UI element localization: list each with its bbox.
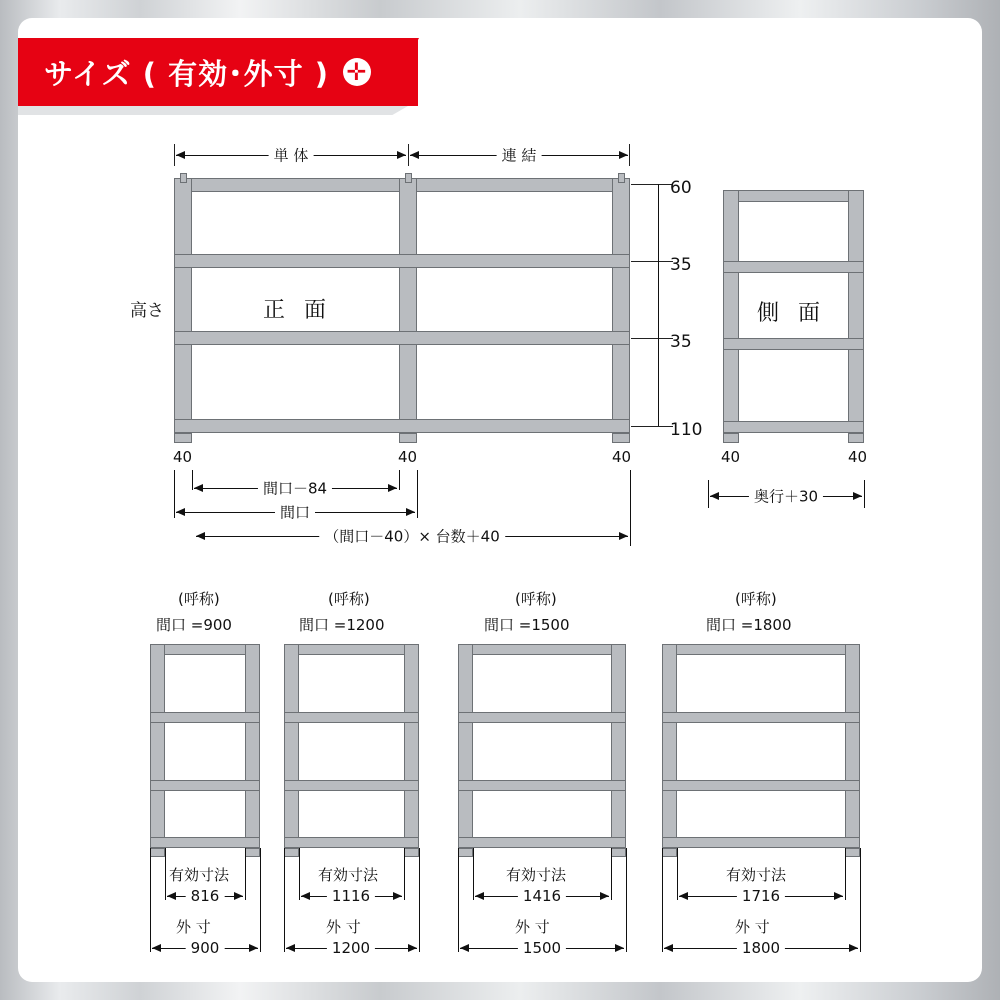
front-foot-right — [612, 433, 630, 443]
variant-900-nominal: 間口 =900 — [156, 616, 232, 634]
span-tick-mid — [408, 144, 409, 166]
v1800-shelf-3 — [662, 780, 860, 791]
v1500-foot-left — [458, 848, 473, 857]
v1200-foot-right — [404, 848, 419, 857]
v900-bottom-beam — [150, 837, 260, 848]
v1200-ext-right — [419, 848, 420, 952]
v1500-shelf-3 — [458, 780, 626, 791]
v1200-outer-value: 1200 — [327, 939, 375, 957]
v1500-outer-label: 外 寸 — [515, 918, 550, 936]
v1200-effective-label: 有効寸法 — [318, 866, 379, 884]
side-view-label: 側 面 — [757, 301, 826, 326]
wdim-tick-c — [174, 470, 175, 518]
v900-foot-left — [150, 848, 165, 857]
variant-1500-nominal-label: (呼称) — [515, 590, 557, 608]
v1800-ext-in-left — [677, 848, 678, 900]
v1800-ext-in-right — [845, 848, 846, 900]
rdim-spine — [658, 184, 659, 426]
v900-effective-label: 有効寸法 — [169, 866, 230, 884]
variant-1200-nominal-label: (呼称) — [328, 590, 370, 608]
variant-1200-nominal: 間口 =1200 — [299, 616, 385, 634]
v1500-effective-value: 1416 — [518, 887, 566, 905]
v900-foot-right — [245, 848, 260, 857]
rdim-tick-0 — [631, 184, 673, 185]
v1800-effective-value: 1716 — [737, 887, 785, 905]
foot-dim-left: 40 — [173, 448, 193, 466]
v900-outer-label: 外 寸 — [176, 918, 211, 936]
v1500-ext-left — [458, 848, 459, 952]
v1500-post-right — [611, 644, 626, 848]
front-cap-left — [180, 173, 187, 183]
front-cap-mid — [405, 173, 412, 183]
foot-dim-right: 40 — [612, 448, 632, 466]
v1800-ext-left — [662, 848, 663, 952]
variant-900-nominal-label: (呼称) — [178, 590, 220, 608]
v1500-ext-in-left — [473, 848, 474, 900]
v1800-foot-right — [845, 848, 860, 857]
banner-title: サイズ ( 有効･外寸 ) — [44, 56, 329, 91]
rdim-label-3: 110 — [670, 420, 703, 440]
front-post-left — [174, 178, 192, 433]
wdim-tick-b — [399, 470, 400, 490]
v900-ext-right — [260, 848, 261, 952]
v900-shelf-2 — [150, 712, 260, 723]
v900-effective-value: 816 — [186, 887, 225, 905]
v1800-shelf-2 — [662, 712, 860, 723]
v1800-top-beam — [662, 644, 860, 655]
v1200-shelf-3 — [284, 780, 419, 791]
rdim-label-0: 60 — [670, 178, 692, 198]
v900-post-left — [150, 644, 165, 848]
v1200-top-beam — [284, 644, 419, 655]
side-shelf-2 — [723, 261, 864, 273]
side-foot-dim-right: 40 — [848, 448, 868, 466]
variant-1800-nominal: 間口 =1800 — [706, 616, 792, 634]
content-card — [18, 18, 982, 982]
v900-ext-in-left — [165, 848, 166, 900]
v1500-foot-right — [611, 848, 626, 857]
v1800-bottom-beam — [662, 837, 860, 848]
v1200-ext-in-right — [404, 848, 405, 900]
side-foot-left — [723, 433, 739, 443]
v1500-outer-value: 1500 — [518, 939, 566, 957]
span-label-single: 単 体 — [269, 145, 314, 166]
rdim-label-1: 35 — [670, 255, 692, 275]
v1500-post-left — [458, 644, 473, 848]
v1500-bottom-beam — [458, 837, 626, 848]
v1800-outer-value: 1800 — [737, 939, 785, 957]
side-foot-right — [848, 433, 864, 443]
v1800-post-left — [662, 644, 677, 848]
v900-post-right — [245, 644, 260, 848]
side-dim-tick-left — [708, 480, 709, 508]
v1500-top-beam — [458, 644, 626, 655]
wdim-tick-e — [630, 470, 631, 546]
rdim-tick-1 — [631, 261, 673, 262]
front-foot-mid — [399, 433, 417, 443]
front-shelf-2 — [174, 254, 630, 268]
side-bottom-beam — [723, 421, 864, 433]
side-post-left — [723, 190, 739, 433]
wdim-tick-a — [192, 470, 193, 490]
v1500-ext-right — [626, 848, 627, 952]
v1800-foot-left — [662, 848, 677, 857]
side-shelf-3 — [723, 338, 864, 350]
v900-shelf-3 — [150, 780, 260, 791]
v1200-outer-label: 外 寸 — [326, 918, 361, 936]
front-cap-right — [618, 173, 625, 183]
v1200-post-left — [284, 644, 299, 848]
v900-top-beam — [150, 644, 260, 655]
v1200-foot-left — [284, 848, 299, 857]
section-banner — [18, 38, 418, 106]
front-post-right — [612, 178, 630, 433]
span-tick-left — [174, 144, 175, 166]
width-dim-total-label: （間口－40）× 台数＋40 — [319, 526, 505, 547]
v1500-shelf-2 — [458, 712, 626, 723]
width-dim-effective-label: 間口－84 — [258, 478, 332, 499]
side-post-right — [848, 190, 864, 433]
rdim-label-2: 35 — [670, 332, 692, 352]
v900-ext-in-right — [245, 848, 246, 900]
side-depth-dim-label: 奥行＋30 — [749, 486, 823, 507]
span-label-linked: 連 結 — [497, 145, 542, 166]
v1800-outer-label: 外 寸 — [735, 918, 770, 936]
height-label: 高さ — [130, 301, 164, 321]
v1200-ext-left — [284, 848, 285, 952]
side-foot-dim-left: 40 — [721, 448, 741, 466]
v900-outer-value: 900 — [186, 939, 225, 957]
v1200-bottom-beam — [284, 837, 419, 848]
width-dim-nominal-label: 間口 — [275, 502, 315, 523]
v900-ext-left — [150, 848, 151, 952]
variant-1800-nominal-label: (呼称) — [735, 590, 777, 608]
span-tick-right — [629, 144, 630, 166]
v1200-effective-value: 1116 — [327, 887, 375, 905]
front-bottom-beam — [174, 419, 630, 433]
v1200-shelf-2 — [284, 712, 419, 723]
v1500-effective-label: 有効寸法 — [506, 866, 567, 884]
side-top-beam — [723, 190, 864, 202]
plus-circle-icon: ✛ — [343, 58, 371, 86]
rdim-tick-3 — [631, 426, 673, 427]
v1200-post-right — [404, 644, 419, 848]
v1200-ext-in-left — [299, 848, 300, 900]
banner-shadow — [18, 106, 408, 115]
rdim-tick-2 — [631, 338, 673, 339]
front-foot-left — [174, 433, 192, 443]
v1800-post-right — [845, 644, 860, 848]
v1500-ext-in-right — [611, 848, 612, 900]
front-post-mid — [399, 178, 417, 433]
variant-1500-nominal: 間口 =1500 — [484, 616, 570, 634]
front-shelf-3 — [174, 331, 630, 345]
side-dim-tick-right — [864, 480, 865, 508]
foot-dim-mid: 40 — [398, 448, 418, 466]
front-view-label: 正 面 — [263, 298, 332, 323]
v1800-effective-label: 有効寸法 — [726, 866, 787, 884]
v1800-ext-right — [860, 848, 861, 952]
wdim-tick-d — [417, 470, 418, 518]
banner-content — [18, 52, 371, 93]
